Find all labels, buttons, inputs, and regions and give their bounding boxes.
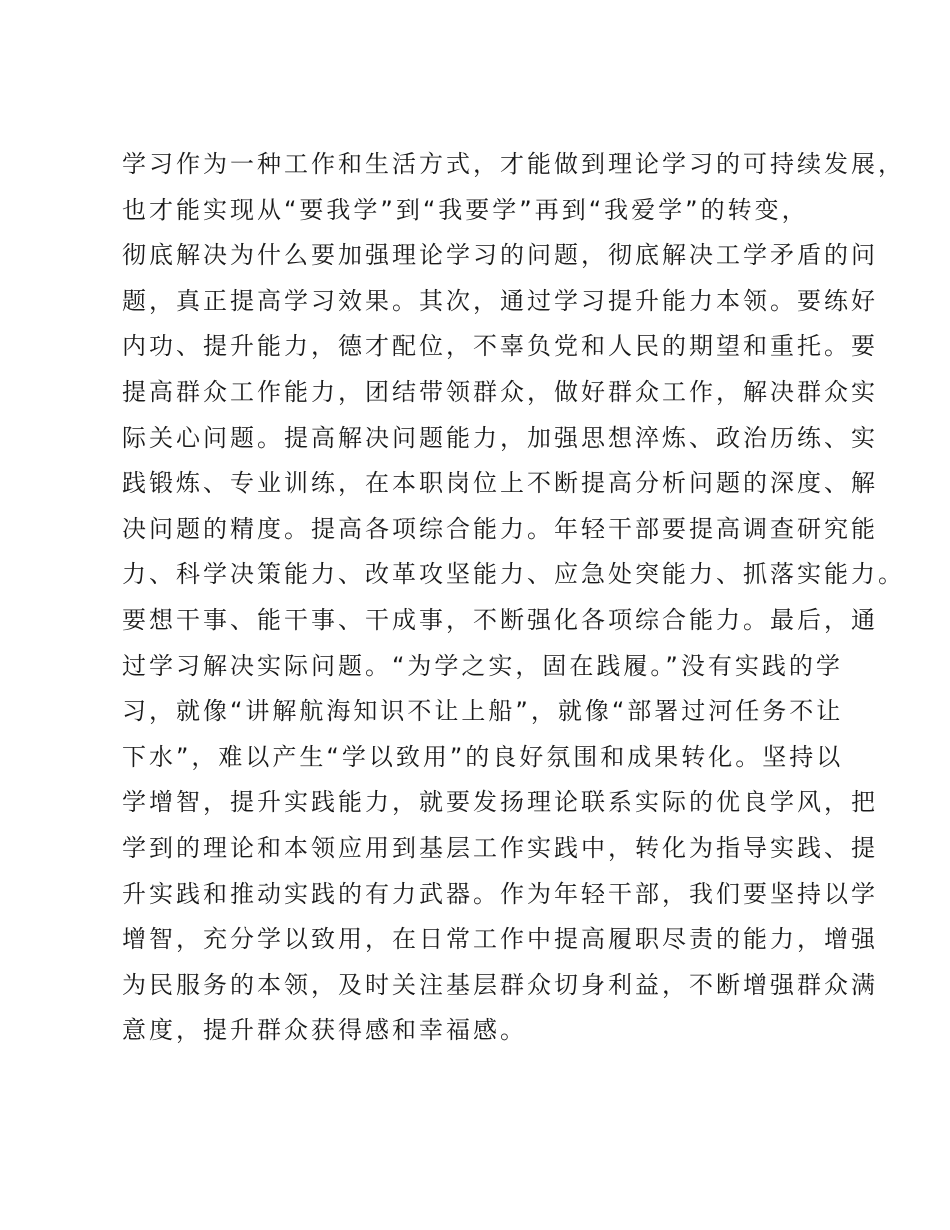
text-line: 要想干事、能干事、干成事，不断强化各项综合能力。最后，通	[122, 605, 878, 634]
text-line: 学习作为一种工作和生活方式，才能做到理论学习的可持续发展，	[122, 150, 905, 178]
text-line: 学到的理论和本领应用到基层工作实践中，转化为指导实践、提	[122, 833, 878, 862]
text-line: 内功、提升能力，德才配位，不辜负党和人民的期望和重托。要	[122, 332, 878, 361]
text-line: 际关心问题。提高解决问题能力，加强思想淬炼、政治历练、实	[122, 423, 878, 452]
text-line: 增智，充分学以致用，在日常工作中提高履职尽责的能力，增强	[122, 925, 878, 954]
text-line: 践锻炼、专业训练，在本职岗位上不断提高分析问题的深度、解	[122, 469, 878, 498]
text-line: 习，就像“讲解航海知识不让上船”，就像“部署过河任务不让	[122, 697, 844, 726]
text-line: 升实践和推动实践的有力武器。作为年轻干部，我们要坚持以学	[122, 879, 878, 908]
text-line: 学增智，提升实践能力，就要发扬理论联系实际的优良学风，把	[122, 788, 878, 817]
text-line: 题，真正提高学习效果。其次，通过学习提升能力本领。要练好	[122, 286, 878, 315]
text-line: 意度，提升群众获得感和幸福感。	[122, 1016, 527, 1045]
text-line: 决问题的精度。提高各项综合能力。年轻干部要提高调查研究能	[122, 514, 878, 543]
text-line: 下水”，难以产生“学以致用”的良好氛围和成果转化。坚持以	[122, 742, 844, 771]
text-line: 彻底解决为什么要加强理论学习的问题，彻底解决工学矛盾的问	[122, 241, 878, 270]
text-line: 提高群众工作能力，团结带领群众，做好群众工作，解决群众实	[122, 377, 878, 406]
body-paragraph	[122, 142, 905, 1054]
text-line: 为民服务的本领，及时关注基层群众切身利益，不断增强群众满	[122, 970, 878, 999]
text-line: 也才能实现从“要我学”到“我要学”再到“我爱学”的转变，	[122, 195, 809, 224]
text-line: 力、科学决策能力、改革攻坚能力、应急处突能力、抓落实能力。	[122, 560, 905, 589]
text-line: 过学习解决实际问题。“为学之实，固在践履。”没有实践的学	[122, 651, 843, 680]
